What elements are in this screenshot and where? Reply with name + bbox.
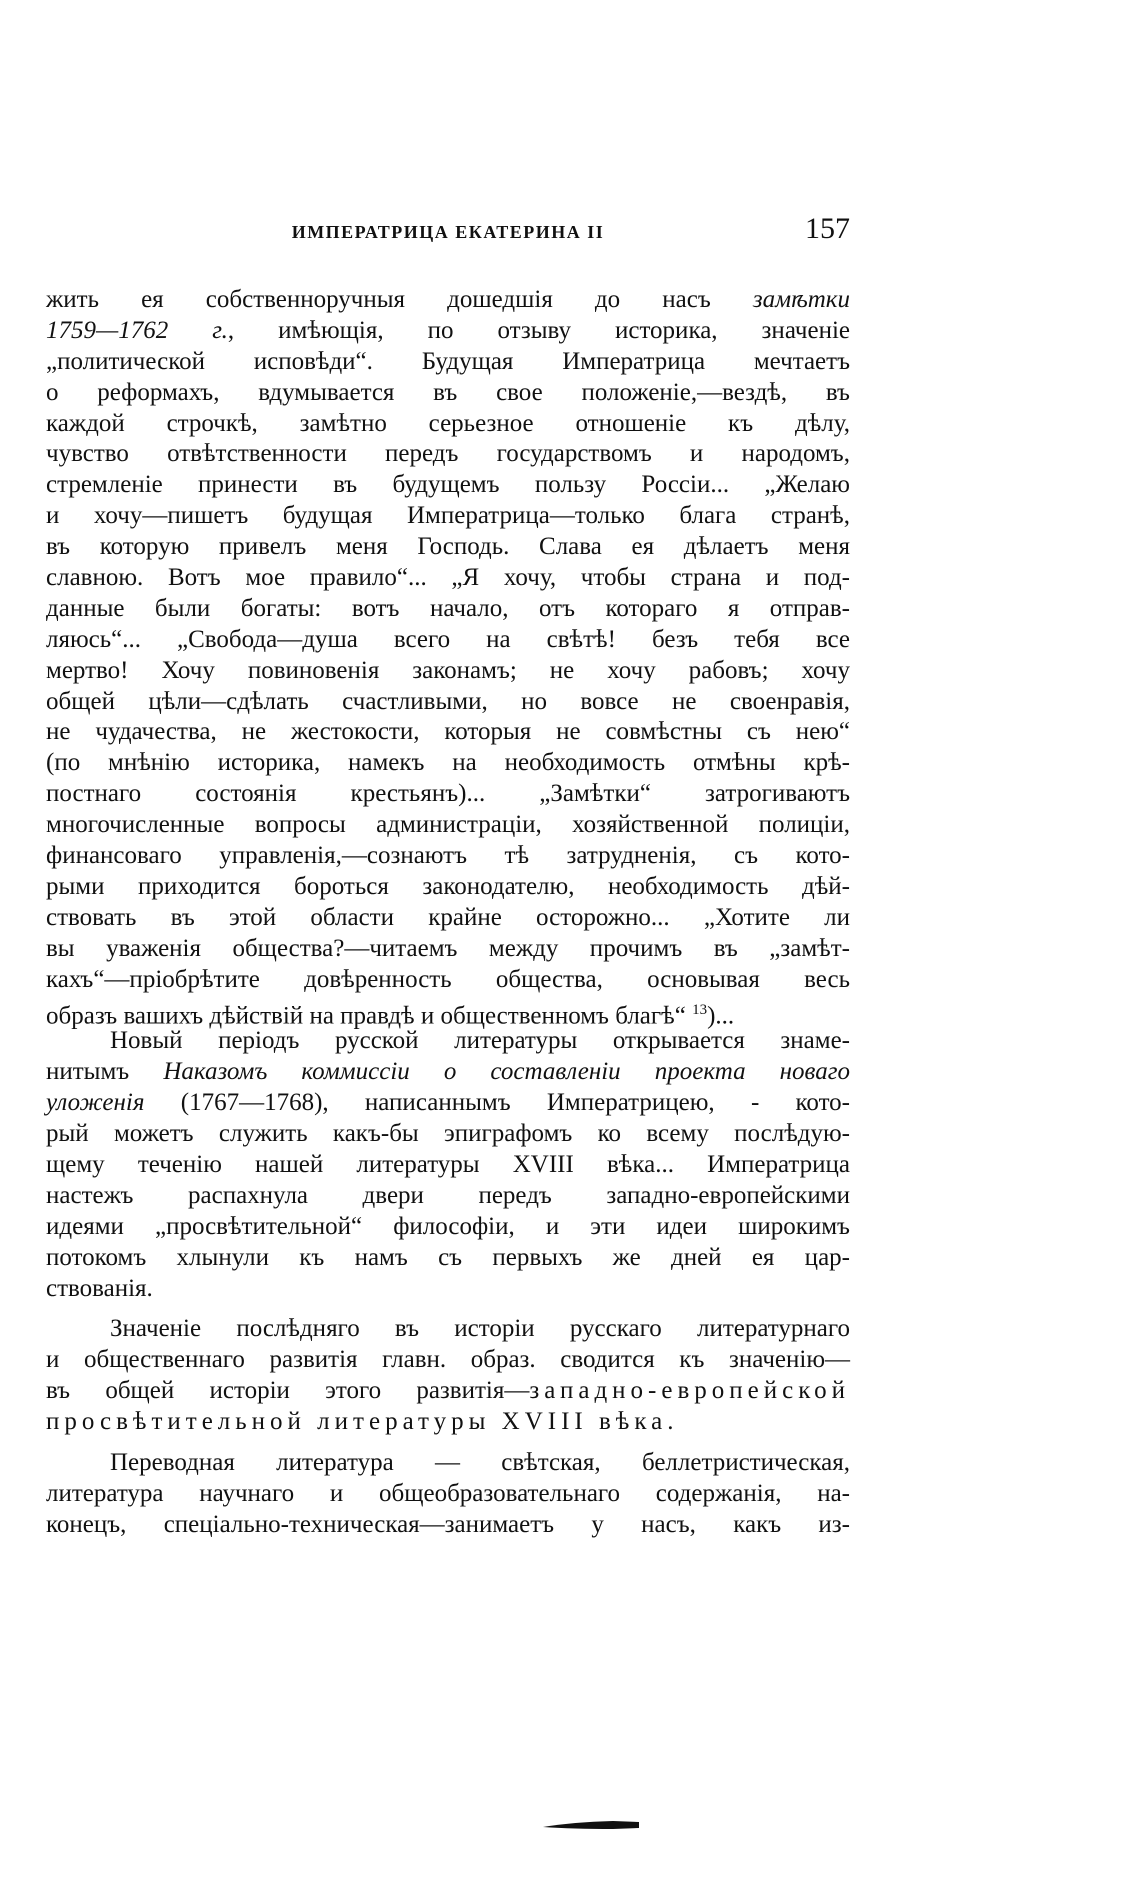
- text-line: въ общей исторіи этого развитія—западно-европейской: [46, 1377, 850, 1405]
- footnote-reference: 13: [692, 1002, 708, 1019]
- text-line: потокомъ хлынули къ намъ съ первыхъ же дней ея цар-: [46, 1243, 850, 1271]
- text-line: жить ея собственноручныя дошедшія до насъ замѣтки: [46, 286, 850, 313]
- text-line: постнаго состоянія крестьянъ)... „Замѣтки“ затрогиваютъ: [46, 780, 850, 808]
- text-line: ствовать въ этой области крайне осторожно... „Хотите ли: [46, 903, 850, 931]
- text-line: Переводная литература — свѣтская, беллетристическая,: [110, 1448, 850, 1476]
- text-line: многочисленные вопросы администраціи, хозяйственной полиціи,: [46, 811, 850, 839]
- text-line: каждой строчкѣ, замѣтно серьезное отношеніе къ дѣлу,: [46, 409, 850, 437]
- text-line: вы уваженія общества?—читаемъ между прочимъ въ „замѣт-: [46, 934, 850, 962]
- text-line: Значеніе послѣдняго въ исторіи русскаго литературнаго: [110, 1315, 850, 1343]
- italic-title: замѣтки: [752, 286, 850, 313]
- text-line: чувство отвѣтственности передъ государствомъ и народомъ,: [46, 440, 850, 468]
- text-line: Новый періодъ русской литературы открывается знаме-: [110, 1027, 850, 1055]
- printer-tail-mark: [543, 1820, 639, 1830]
- text-line: конецъ, спеціально-техническая—занимаетъ у насъ, какъ из-: [46, 1510, 850, 1538]
- text-line: щему теченію нашей литературы XVIII вѣка... Императрица: [46, 1150, 850, 1178]
- text-line: о реформахъ, вдумывается въ свое положеніе,—вездѣ, въ: [46, 378, 850, 406]
- page-number: 157: [805, 212, 850, 245]
- italic-title: уложенія: [46, 1089, 145, 1117]
- text-line: идеями „просвѣтительной“ философіи, и эти идеи широкимъ: [46, 1212, 850, 1240]
- text-line: (по мнѣнію историка, намекъ на необходимость отмѣны крѣ-: [46, 749, 850, 777]
- text-line: мертво! Хочу повиновенія законамъ; не хочу рабовъ; хочу: [46, 656, 850, 684]
- text-line: уложенія (1767—1768), написаннымъ Императрицею, - кото-: [46, 1089, 850, 1117]
- text-line: ляюсь“... „Свобода—душа всего на свѣтѣ! безъ тебя все: [46, 625, 850, 653]
- text-line: „политической исповѣди“. Будущая Императрица мечтаетъ: [46, 347, 850, 375]
- text-line: не чудачества, не жестокости, которыя не совмѣстны съ нею“: [46, 718, 850, 746]
- text-line: рый можетъ служить какъ-бы эпиграфомъ ко всему послѣдую-: [46, 1120, 850, 1148]
- text-line: [46, 1407, 850, 1438]
- text-line: рыми приходится бороться законодателю, необходимость дѣй-: [46, 872, 850, 900]
- text-line: и хочу—пишетъ будущая Императрица—только блага странѣ,: [46, 502, 850, 530]
- text-line: въ которую привелъ меня Господь. Слава ея дѣлаетъ меня: [46, 533, 850, 561]
- running-head: [46, 212, 850, 246]
- running-title: ИМПЕРАТРИЦА ЕКАТЕРИНА II: [291, 222, 605, 242]
- text-line: славною. Вотъ мое правило“... „Я хочу, чтобы страна и под-: [46, 564, 850, 592]
- text-line: общей цѣли—сдѣлать счастливыми, но вовсе не своенравія,: [46, 687, 850, 715]
- text-line: финансоваго управленія,—сознаютъ тѣ затрудненія, съ кото-: [46, 842, 850, 870]
- italic-title: 1759—1762 г.: [46, 316, 228, 344]
- text-line: стремленіе принести въ будущемъ пользу Россіи... „Желаю: [46, 471, 850, 499]
- text-line: настежъ распахнула двери передъ западно-европейскими: [46, 1181, 850, 1209]
- text-line: и общественнаго развитія главн. образ. сводится къ значенію—: [46, 1346, 850, 1374]
- text-line: кахъ“—пріобрѣтите довѣренность общества, основывая весь: [46, 965, 850, 993]
- spaced-emphasis: просвѣтительной литературы XVIII вѣка.: [46, 1408, 679, 1436]
- text-line: образъ вашихъ дѣйствій на правдѣ и общественномъ благѣ“ $^{13}$)...: [46, 1002, 735, 1030]
- italic-title: Наказомъ коммиссіи о составленіи проекта новаго: [163, 1058, 850, 1086]
- text-line: 1759—1762 г., имѣющія, по отзыву историка, значеніе: [46, 316, 850, 344]
- text-line: литература научнаго и общеобразовательнаго содержанія, на-: [46, 1479, 850, 1507]
- text-line: данные были богаты: вотъ начало, отъ котораго я отправ-: [46, 594, 850, 622]
- text-line: ствованія.: [46, 1274, 153, 1302]
- body-text: [46, 285, 850, 1541]
- spaced-emphasis: западно-европейской: [529, 1377, 850, 1405]
- text-line: нитымъ Наказомъ коммиссіи о составленіи проекта новаго: [46, 1058, 850, 1086]
